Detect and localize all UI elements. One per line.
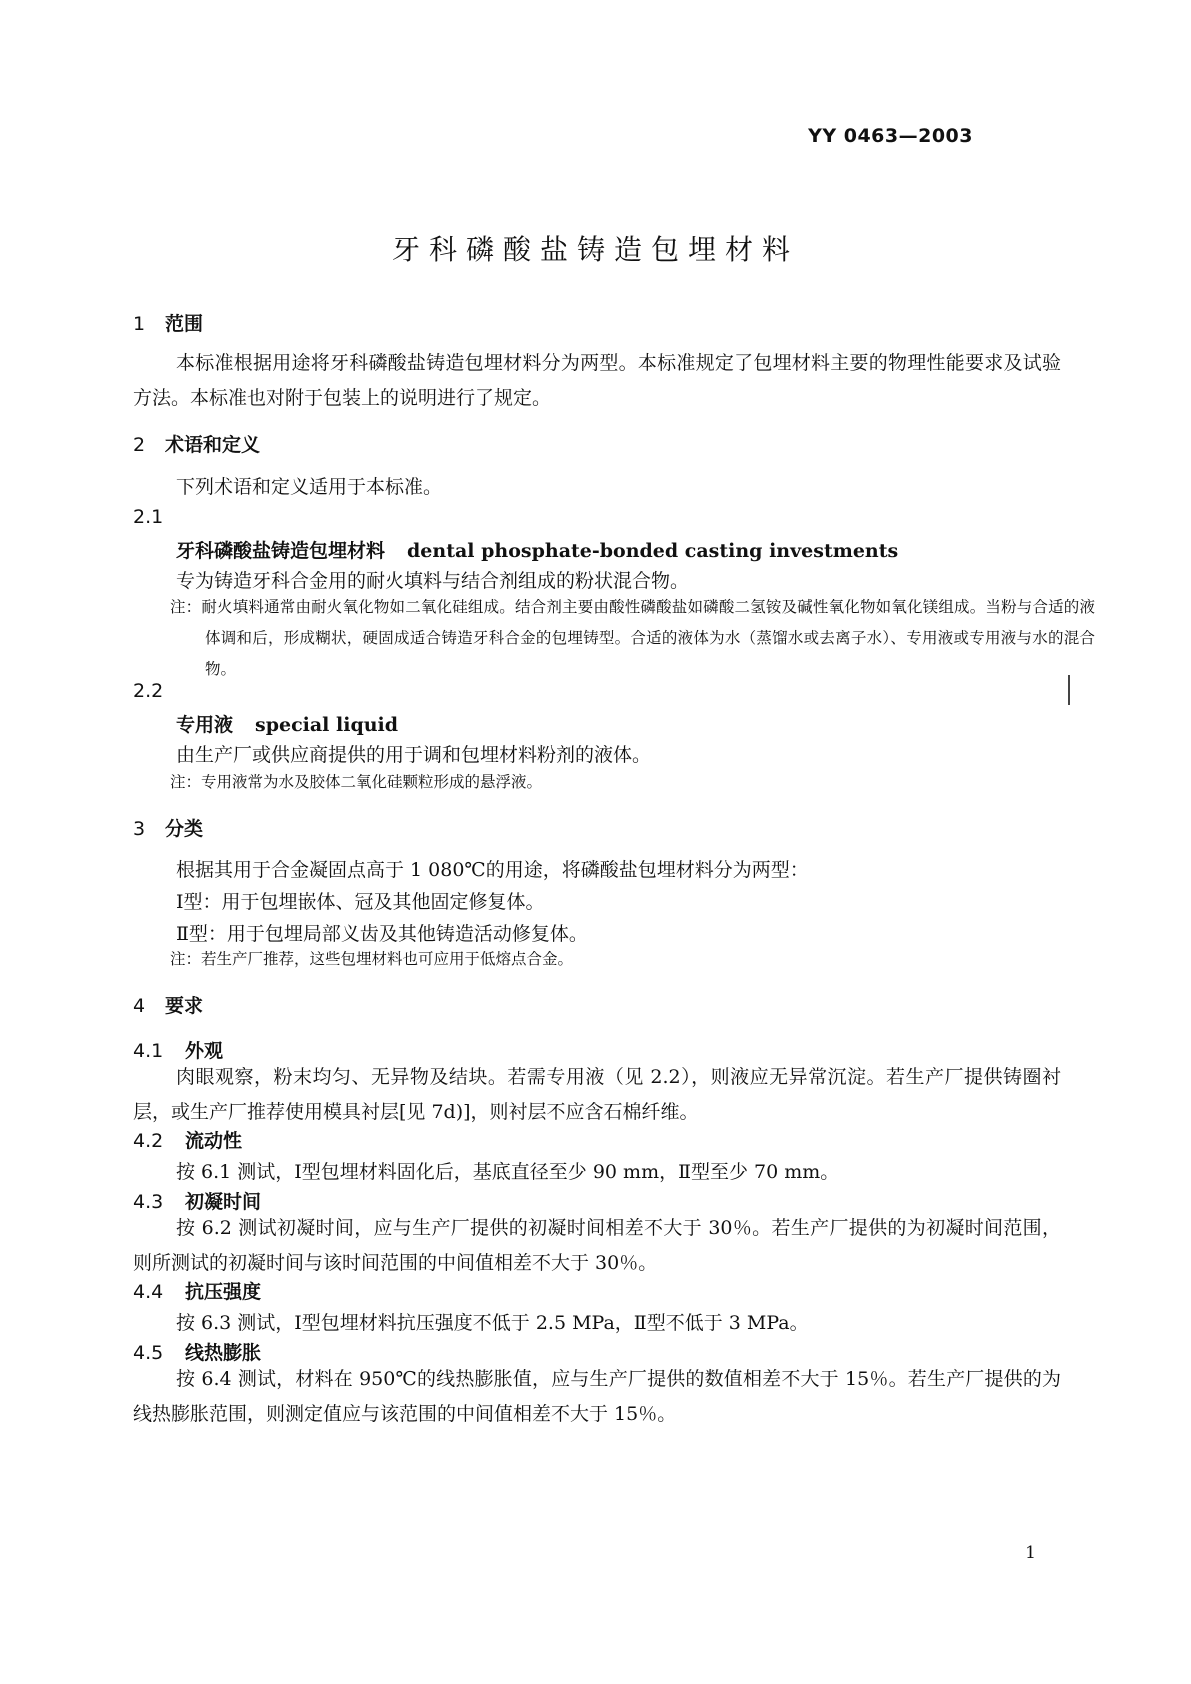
section-title: 要求: [165, 995, 204, 1017]
subsection-4-4-text: 按 6.3 测试，Ⅰ型包埋材料抗压强度不低于 2.5 MPa，Ⅱ型不低于 3 MPa。: [176, 1312, 809, 1334]
section-3-heading: [133, 814, 203, 841]
page-number: 1: [1025, 1543, 1036, 1563]
subsection-title: 外观: [185, 1040, 224, 1062]
term-2-1-note: 注：耐火填料通常由耐火氧化物如二氧化硅组成。结合剂主要由酸性磷酸盐如磷酸二氢铵及碱性氧化物如氧化镁组成。当粉与合适的液体调和后，形成糊状，硬固成适合铸造牙科合金的包埋铸型。合适的液体为水（蒸馏水或去离子水）、专用液或专用液与水的混合物。: [170, 598, 1095, 678]
subsection-4-1-heading: [133, 1036, 223, 1063]
section-1-text: 本标准根据用途将牙科磷酸盐铸造包埋材料分为两型。本标准规定了包埋材料主要的物理性能要求及试验方法。本标准也对附于包装上的说明进行了规定。: [133, 352, 1061, 409]
type-1-description: Ⅰ型：用于包埋嵌体、冠及其他固定修复体。: [176, 891, 545, 913]
subsection-title: 抗压强度: [185, 1281, 262, 1303]
term-2-2: [176, 710, 398, 737]
term-en: special liquid: [255, 714, 399, 736]
section-number: 4: [133, 995, 146, 1017]
subsection-4-3-text: 按 6.2 测试初凝时间，应与生产厂提供的初凝时间相差不大于 30％。若生产厂提供的为初凝时间范围，则所测试的初凝时间与该时间范围的中间值相差不大于 30％。: [133, 1217, 1061, 1274]
section-title: 术语和定义: [165, 434, 261, 456]
term-cn: 专用液: [176, 714, 234, 736]
subsection-4-2-text: 按 6.1 测试，Ⅰ型包埋材料固化后，基底直径至少 90 mm，Ⅱ型至少 70 mm。: [176, 1161, 840, 1183]
subsection-4-5-heading: [133, 1338, 261, 1365]
section-3-intro: 根据其用于合金凝固点高于 1 080℃的用途，将磷酸盐包埋材料分为两型：: [176, 859, 809, 881]
subsection-number: 4.5: [133, 1342, 164, 1364]
subsection-4-3-heading: [133, 1187, 261, 1214]
document-title: 牙科磷酸盐铸造包埋材料: [391, 233, 799, 266]
subsection-number: 4.1: [133, 1040, 164, 1062]
subsection-title: 初凝时间: [185, 1191, 262, 1213]
section-title: 范围: [165, 313, 204, 335]
term-cn: 牙科磷酸盐铸造包埋材料: [176, 540, 386, 562]
section-number: 2: [133, 434, 146, 456]
section-2-heading: [133, 430, 260, 457]
subsection-title: 流动性: [185, 1130, 243, 1152]
subsection-number: 4.4: [133, 1281, 164, 1303]
section-number: 1: [133, 313, 146, 335]
section-number: 3: [133, 818, 146, 840]
term-2-2-definition: 由生产厂或供应商提供的用于调和包埋材料粉剂的液体。: [176, 744, 652, 766]
type-2-description: Ⅱ型：用于包埋局部义齿及其他铸造活动修复体。: [176, 923, 588, 945]
term-en: dental phosphate-bonded casting investments: [407, 540, 899, 562]
subsection-title: 线热膨胀: [185, 1342, 262, 1364]
standard-code: YY 0463—2003: [808, 125, 973, 147]
term-2-2-note: 注：专用液常为水及胶体二氧化硅颗粒形成的悬浮液。: [170, 773, 543, 791]
section-title: 分类: [165, 818, 204, 840]
subsection-number: 4.3: [133, 1191, 164, 1213]
subsection-4-5-text: 按 6.4 测试，材料在 950℃的线热膨胀值，应与生产厂提供的数值相差不大于 15％。若生产厂提供的为线热膨胀范围，则测定值应与该范围的中间值相差不大于 15％。: [133, 1368, 1061, 1425]
term-2-1-number: 2.1: [133, 506, 164, 528]
section-4-heading: [133, 991, 203, 1018]
subsection-4-2-heading: [133, 1126, 242, 1153]
term-2-1-definition: 专为铸造牙科合金用的耐火填料与结合剂组成的粉状混合物。: [176, 570, 690, 592]
term-2-2-number: 2.2: [133, 680, 164, 702]
subsection-4-4-heading: [133, 1277, 261, 1304]
section-3-note: 注：若生产厂推荐，这些包埋材料也可应用于低熔点合金。: [170, 950, 574, 968]
revision-mark: [1068, 675, 1070, 705]
subsection-4-1-text: 肉眼观察，粉末均匀、无异物及结块。若需专用液（见 2.2），则液应无异常沉淀。若生产厂提供铸圈衬层，或生产厂推荐使用模具衬层[见 7d)]，则衬层不应含石棉纤维。: [133, 1066, 1061, 1123]
subsection-number: 4.2: [133, 1130, 164, 1152]
section-2-intro: 下列术语和定义适用于本标准。: [176, 476, 443, 498]
section-1-heading: [133, 309, 203, 336]
term-2-1: [176, 536, 898, 563]
